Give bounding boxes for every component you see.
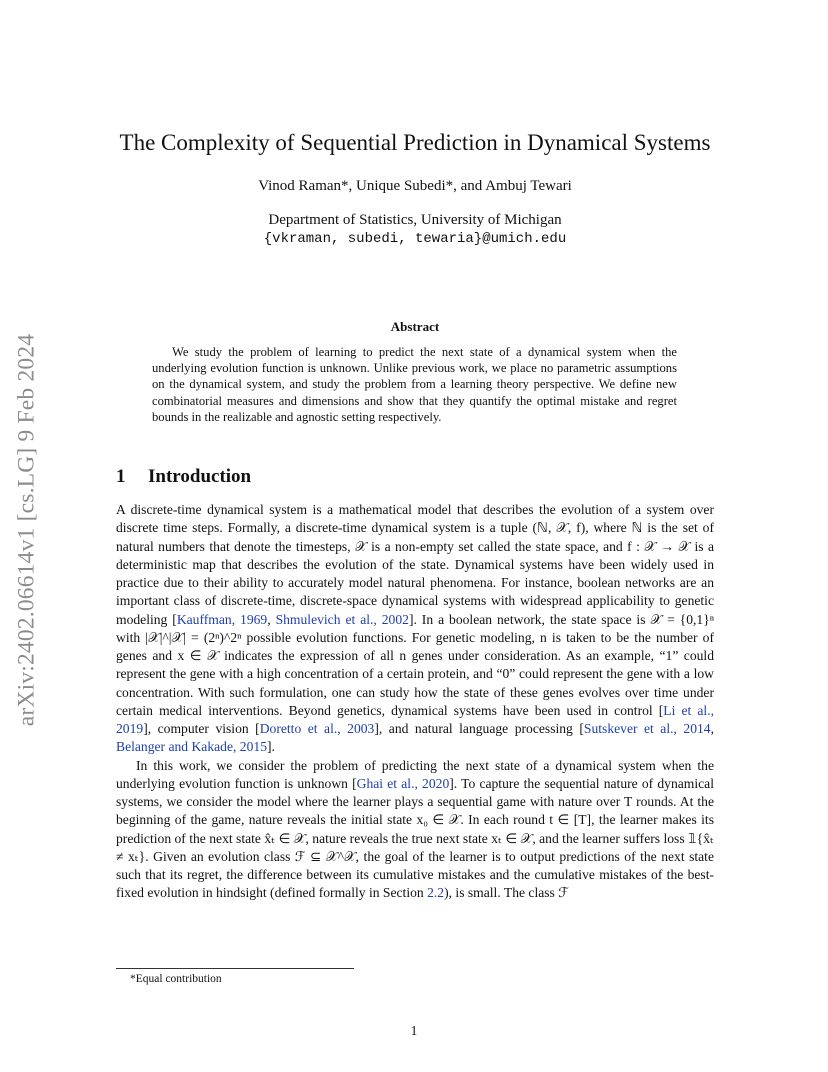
- affiliation-block: [110, 211, 720, 249]
- abstract-heading: Abstract: [390, 319, 440, 334]
- abstract-text: We study the problem of learning to predict the next state of a dynamical system when the underlying evolution function is unknown. Unlike previous work, we place no parametric assumptions on the dynamical system, and study the problem from a learning theory perspective. We define new combinatorial measures and dimensions and show that they quantify the optimal mistake and regret bounds in the realizable and agnostic setting respectively.: [152, 345, 677, 424]
- text-run: ], and natural language processing [: [374, 721, 584, 736]
- text-run: ], computer vision [: [143, 721, 260, 736]
- arxiv-stamp-text: arXiv:2402.06614v1 [cs.LG] 9 Feb 2024: [13, 333, 40, 727]
- section-reference-link[interactable]: 2.2: [427, 885, 445, 901]
- citation-link[interactable]: Kauffman, 1969: [176, 611, 268, 627]
- text-run: ]. To capture the sequential nature of dynamical systems, we consider the model where the learner plays a sequential game with nature over T rounds. At the beginning of the game, nature reveals the initial state x₀ ∈ 𝒳. In each round t ∈ [T], the learner makes its prediction of the next state x̂ₜ ∈ 𝒳, nature reveals the true next state xₜ ∈ 𝒳, and the learner suffers loss 𝟙{x̂ₜ ≠ xₜ}. Given an evolution class ℱ ⊆ 𝒳^𝒳, the goal of the learner is to output predictions of the next state such that its regret, the difference between its cumulative mistakes and the cumulative mistakes of the best-fixed evolution in hindsight (defined formally in Section: [116, 775, 714, 901]
- citation-link[interactable]: Ghai et al., 2020: [356, 775, 450, 791]
- text-run: In this work, we consider the problem of predicting the next state of a dynamical system when the underlying evolution function is unknown [: [116, 757, 714, 791]
- author-emails: {vkraman, subedi, tewaria}@umich.edu: [263, 231, 567, 247]
- paragraph-2: [116, 757, 714, 903]
- arxiv-stamp: [2, 330, 52, 730]
- paragraph-1: [116, 501, 714, 757]
- body-text: [116, 501, 714, 903]
- citation-link[interactable]: Li et al., 2019: [116, 702, 714, 736]
- citation-link[interactable]: Doretto et al., 2003: [259, 721, 375, 736]
- page-number: 1: [410, 1023, 418, 1038]
- text-run: ), is small. The class ℱ: [444, 885, 569, 901]
- text-run: ,: [267, 611, 276, 627]
- footnote-rule: [116, 968, 354, 969]
- affiliation: Department of Statistics, University of Michigan: [268, 212, 562, 228]
- paper-title: The Complexity of Sequential Prediction in Dynamical Systems: [119, 130, 711, 155]
- text-run: ,: [710, 721, 715, 736]
- citation-link[interactable]: Shmulevich et al., 2002: [275, 611, 409, 627]
- author-list: Vinod Raman*, Unique Subedi*, and Ambuj Tewari: [258, 178, 572, 194]
- footnote: *Equal contribution: [130, 973, 222, 985]
- text-run: A discrete-time dynamical system is a mathematical model that describes the evolution of a system over discrete time steps. Formally, a discrete-time dynamical system is a tuple (ℕ, 𝒳, f), where ℕ is the set of natural numbers that denote the timesteps, 𝒳 is a non-empty set called the state space, and f : 𝒳 → 𝒳 is a deterministic map that describes the evolution of the state. Dynamical systems have been widely used in practice due to their ability to accurately model natural phenomena. For instance, boolean networks are an important class of discrete-time, discrete-space dynamical systems with widespread applicability to genetic modeling [: [116, 502, 714, 627]
- section-number: 1: [116, 466, 126, 487]
- citation-link[interactable]: Belanger and Kakade, 2015: [116, 739, 267, 755]
- section-title: Introduction: [148, 466, 252, 487]
- section-heading: [116, 466, 251, 488]
- citation-link[interactable]: Sutskever et al., 2014: [583, 721, 711, 736]
- text-run: ]. In a boolean network, the state space is 𝒳 = {0,1}ⁿ with |𝒳|^|𝒳| = (2ⁿ)^2ⁿ possible evolution functions. For genetic modeling, n is taken to be the number of genes and x ∈ 𝒳 indicates the expression of all n genes under consideration. As an example, “1” could represent the gene with a high concentration of a certain protein, and “0” could represent the gene with a low concentration. With such formulation, one can study how the state of these genes evolves over time under certain medical interventions. Beyond genetics, dynamical systems have been used in control [: [116, 611, 714, 718]
- text-run: ].: [267, 739, 275, 755]
